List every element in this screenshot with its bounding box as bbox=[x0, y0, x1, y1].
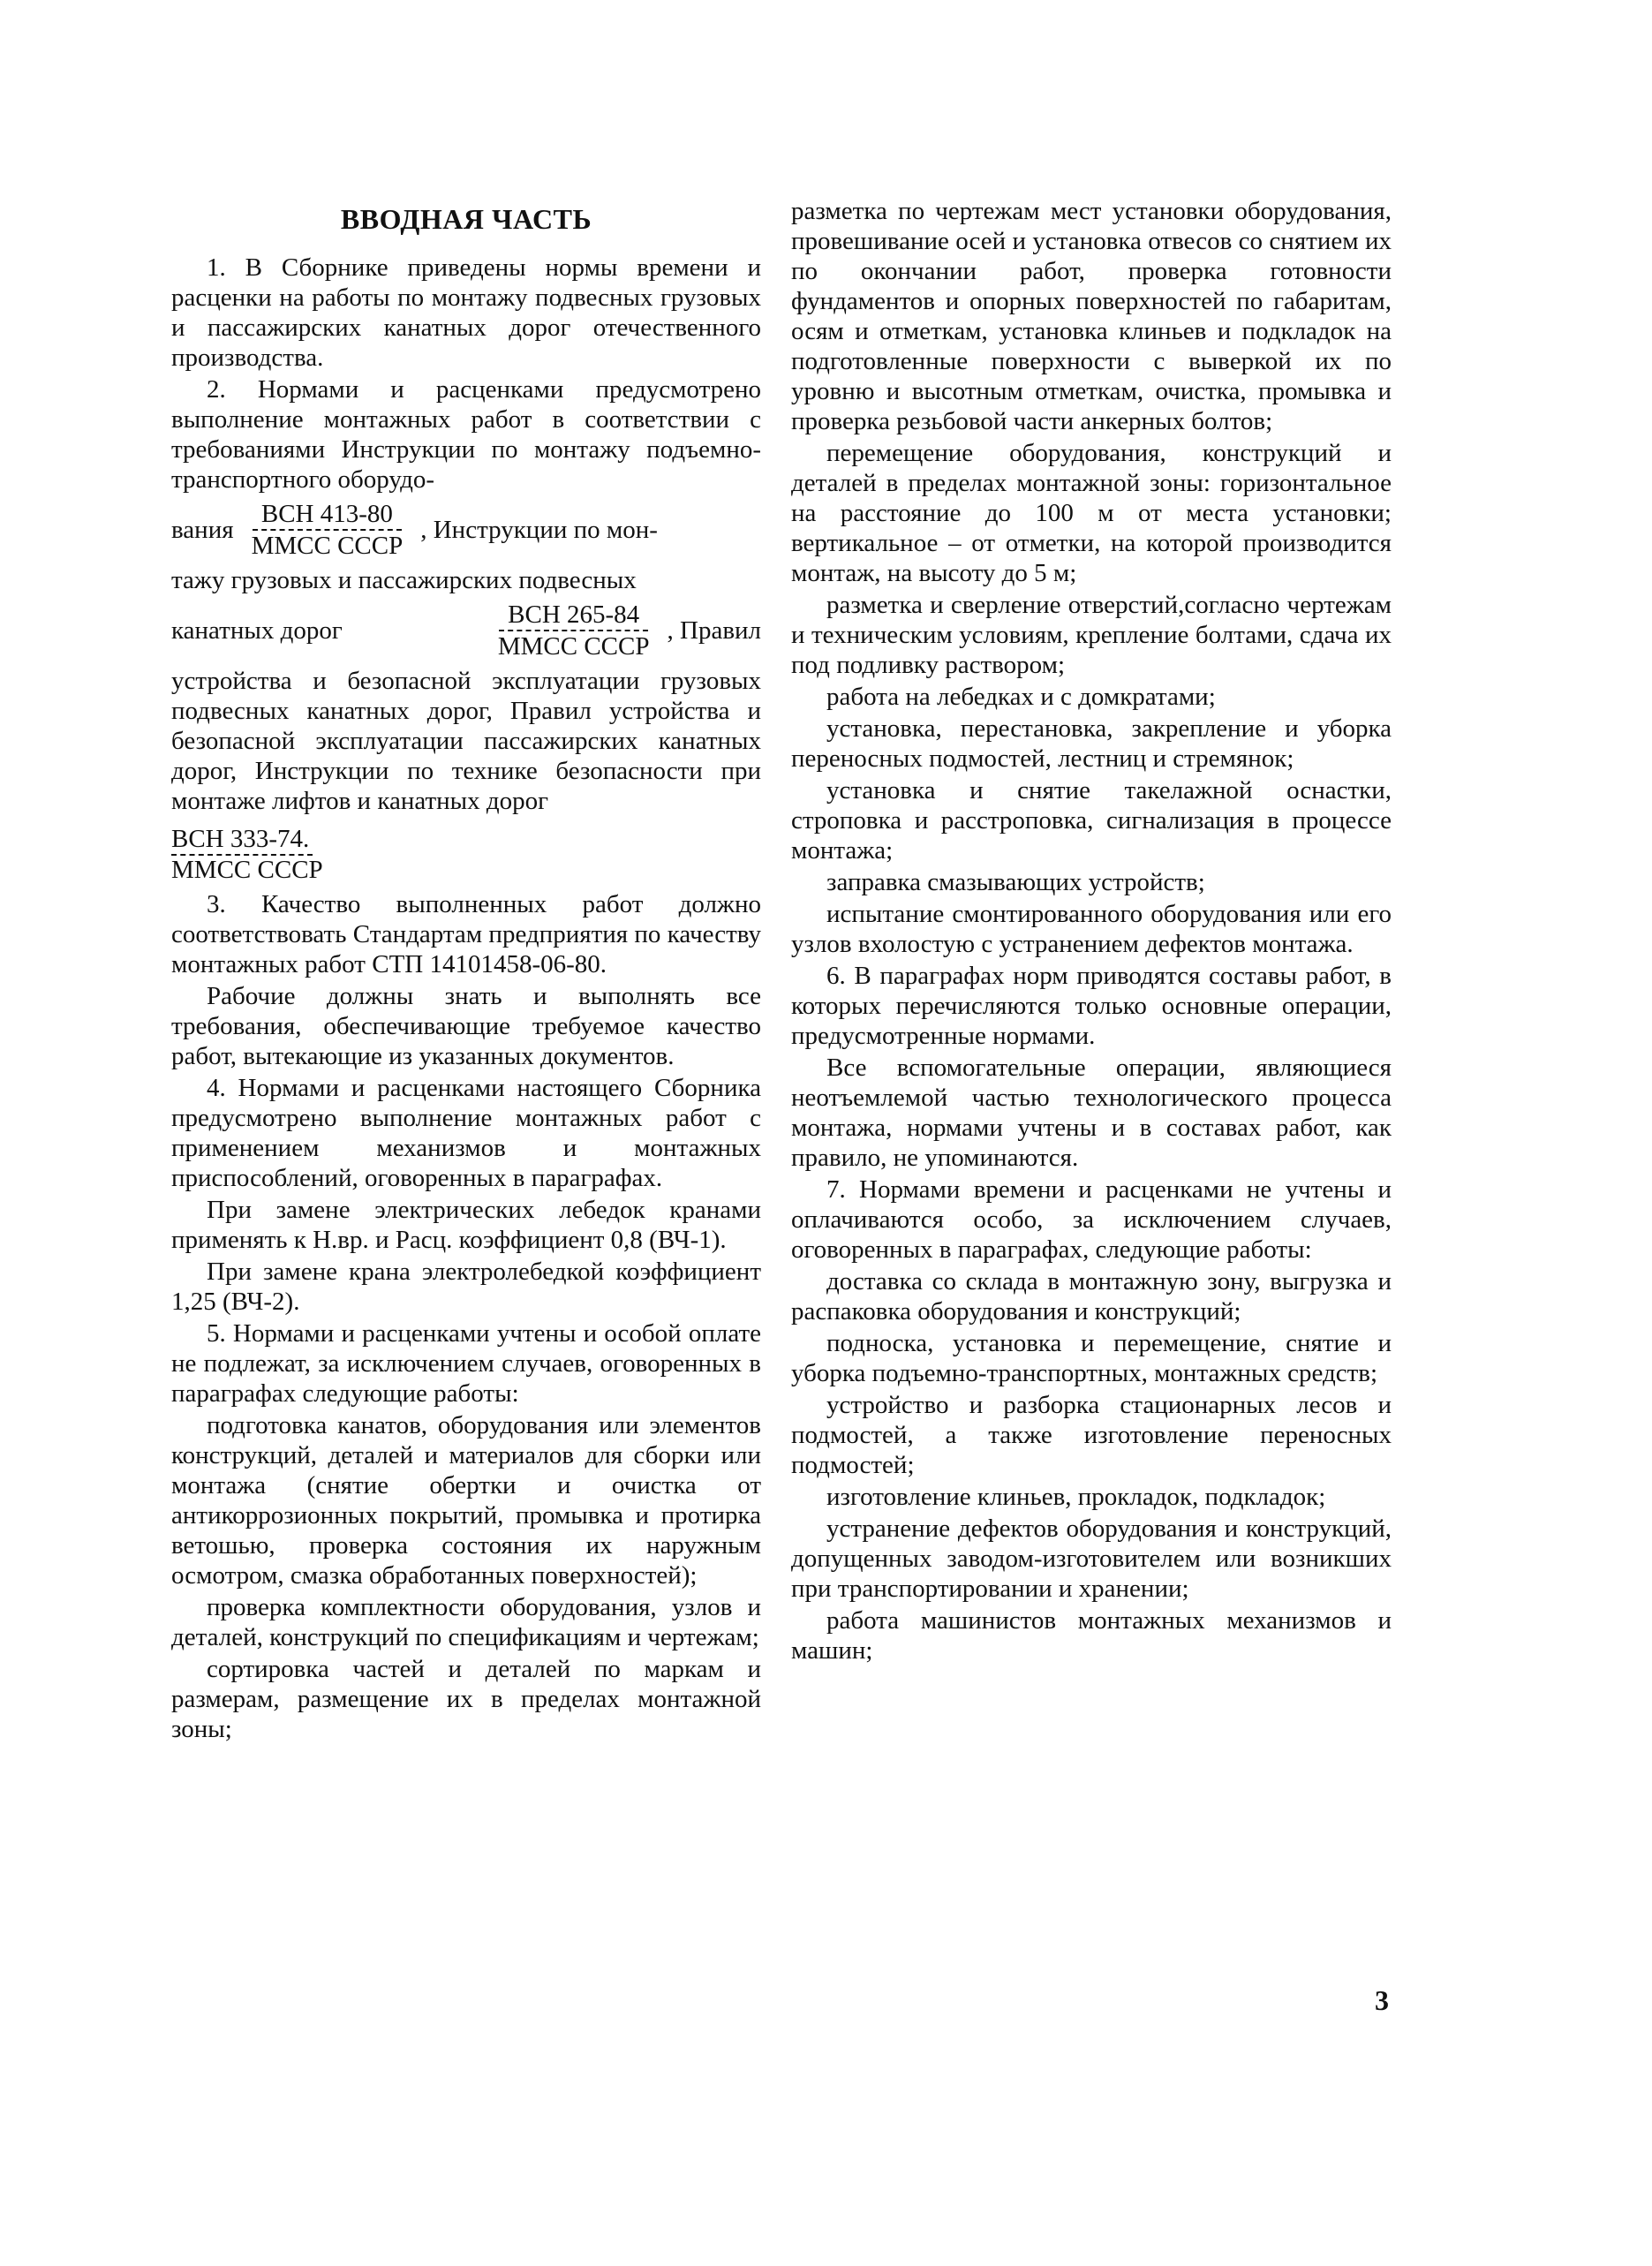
item-testing: испытание смонтированного оборудования или его узлов вхолостую с устранением дефектов монтажа. bbox=[791, 900, 1392, 958]
reference-line-1-prefix: вания bbox=[171, 516, 234, 544]
item-moving: перемещение оборудования, конструкций и деталей в пределах монтажной зоны: горизонтальное на расстояние до 100 м от места установки; вертикальное – от отметки, на которой производится монтаж, на высоту до 5 м; bbox=[791, 439, 1392, 587]
paragraph-5-item-completeness: проверка комплектности оборудования, узлов и деталей, конструкций по спецификациям и чертежам; bbox=[171, 1593, 761, 1651]
item-winches: работа на лебедках и с домкратами; bbox=[826, 683, 1216, 711]
paragraph-2-rules: устройства и безопасной эксплуатации грузовых подвесных канатных дорог, Правил устройства и безопасной эксплуатации пассажирских канатных дорог, Инструкции по технике безопасности при монтаже лифтов и канатных дорог bbox=[171, 667, 761, 815]
item-delivery: доставка со склада в монтажную зону, выгрузка и распаковка оборудования и конструкций; bbox=[791, 1267, 1392, 1326]
section-heading: ВВОДНАЯ ЧАСТЬ bbox=[340, 203, 592, 235]
paragraph-5-item-preparation: подготовка канатов, оборудования или элементов конструкций, деталей и материалов для сборки или монтажа (снятие обертки и очистка от антикоррозионных покрытий, промывка и протирка ветошью, проверка состояния их наружным осмотром, смазка обработанных поверхностей); bbox=[171, 1411, 761, 1590]
paragraph-7: 7. Нормами времени и расценками не учтены и оплачиваются особо, за исключением случаев, оговоренных в параграфах, следующие работы: bbox=[791, 1175, 1392, 1264]
paragraph-2-continued: тажу грузовых и пассажирских подвесных bbox=[171, 566, 637, 594]
item-marking: разметка по чертежам мест установки оборудования, провешивание осей и установка отвесов со снятием их по окончании работ, проверка готовности фундаментов и опорных поверхностей по габаритам, осям и отметкам, установка клиньев и подкладок на подготовленные поверхности с выверкой их по уровню и высотным отметкам, очистка, промывка и проверка резьбовой части анкерных болтов; bbox=[791, 197, 1392, 435]
fraction-denominator: ММСС СССР bbox=[497, 632, 650, 661]
right-column bbox=[791, 196, 1392, 1667]
fraction-numerator: ВСН 413-80 bbox=[253, 500, 402, 531]
fraction-vsn-265 bbox=[489, 600, 659, 661]
item-defects: устранение дефектов оборудования и конструкций, допущенных заводом-изготовителем или возникших при транспортировании и хранении; bbox=[791, 1514, 1392, 1603]
paragraph-3: 3. Качество выполненных работ должно соответствовать Стандартам предприятия по качеству монтажных работ СТП 14101458-06-80. bbox=[171, 890, 761, 978]
fraction-denominator: ММСС СССР bbox=[171, 856, 323, 884]
page-number: 3 bbox=[1375, 1984, 1389, 2016]
item-operators: работа машинистов монтажных механизмов и машин; bbox=[791, 1606, 1392, 1665]
reference-line-1-suffix: , Инструкции по мон- bbox=[420, 516, 658, 544]
fraction-numerator: ВСН 265-84 bbox=[499, 600, 648, 631]
fraction-denominator: ММСС СССР bbox=[251, 532, 404, 560]
paragraph-4: 4. Нормами и расценками настоящего Сборника предусмотрено выполнение монтажных работ с применением механизмов и монтажных приспособлений, оговоренных в параграфах. bbox=[171, 1074, 761, 1192]
fraction-vsn-413 bbox=[243, 500, 412, 560]
item-stationary-scaffolds: устройство и разборка стационарных лесов и подмостей, а также изготовление переносных подмостей; bbox=[791, 1391, 1392, 1479]
item-lubrication: заправка смазывающих устройств; bbox=[826, 868, 1205, 896]
item-rigging: установка и снятие такелажной оснастки, строповка и расстроповка, сигнализация в процессе монтажа; bbox=[791, 776, 1392, 865]
item-drilling: разметка и сверление отверстий,согласно чертежам и техническим условиям, крепление болтами, сдача их под подливку раствором; bbox=[791, 591, 1392, 679]
paragraph-6-auxiliary: Все вспомогательные операции, являющиеся неотъемлемой частью технологического процесса монтажа, нормами учтены и в составах работ, как правило, не упоминаются. bbox=[791, 1054, 1392, 1172]
paragraph-4-cranes: При замене электрических лебедок кранами применять к Н.вр. и Расц. коэффициент 0,8 (ВЧ-1). bbox=[171, 1196, 761, 1254]
paragraph-3-workers: Рабочие должны знать и выполнять все требования, обеспечивающие требуемое качество работ, вытекающие из указанных документов. bbox=[171, 982, 761, 1070]
fraction-numerator: ВСН 333-74. bbox=[171, 825, 313, 856]
item-wedges: изготовление клиньев, прокладок, подкладок; bbox=[826, 1483, 1326, 1511]
paragraph-5-item-sorting: сортировка частей и деталей по маркам и размерам, размещение их в пределах монтажной зоны; bbox=[171, 1655, 761, 1743]
paragraph-5: 5. Нормами и расценками учтены и особой оплате не подлежат, за исключением случаев, оговоренных в параграфах следующие работы: bbox=[171, 1319, 761, 1408]
reference-line-2 bbox=[171, 600, 761, 661]
reference-line-2-prefix: канатных дорог bbox=[171, 616, 343, 645]
item-scaffolds: установка, перестановка, закрепление и уборка переносных подмостей, лестниц и стремянок; bbox=[791, 714, 1392, 773]
paragraph-2: 2. Нормами и расценками предусмотрено выполнение монтажных работ в соответствии с требованиями Инструкции по монтажу подъемно-транспортного оборудо- bbox=[171, 375, 761, 494]
reference-line-2-suffix: , Правил bbox=[667, 616, 761, 645]
left-column bbox=[171, 196, 761, 1746]
paragraph-6: 6. В параграфах норм приводятся составы работ, в которых перечисляются только основные операции, предусмотренные нормами. bbox=[791, 962, 1392, 1050]
paragraph-4-winch: При замене крана электролебедкой коэффициент 1,25 (ВЧ-2). bbox=[171, 1258, 761, 1316]
reference-line-1 bbox=[171, 500, 761, 560]
paragraph-1: 1. В Сборнике приведены нормы времени и расценки на работы по монтажу подвесных грузовых и пассажирских канатных дорог отечественного производства. bbox=[171, 253, 761, 372]
fraction-vsn-333 bbox=[171, 825, 323, 884]
item-lifting-means: подноска, установка и перемещение, снятие и уборка подъемно-транспортных, монтажных средств; bbox=[791, 1329, 1392, 1387]
